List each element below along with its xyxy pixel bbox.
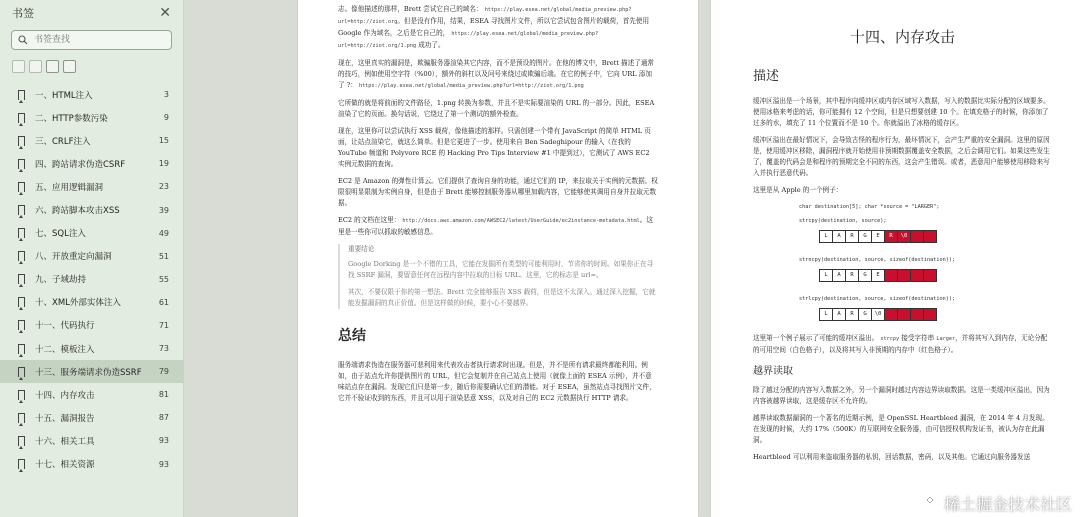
sidebar-item[interactable]: 十、XML外部实体注入 61	[0, 291, 183, 314]
sidebar-item[interactable]: 三、CRLF注入 15	[0, 129, 183, 152]
bookmark-icon	[18, 182, 25, 192]
chapter-title: 十四、内存攻击	[849, 28, 955, 46]
memory-cell: G	[858, 269, 872, 282]
bookmark-icon	[18, 297, 25, 307]
bookmark-list	[0, 83, 183, 476]
bookmark-icon	[18, 320, 25, 330]
figure-caption: strncpy(destination, source, sizeof(destination));	[799, 257, 956, 263]
sidebar-item[interactable]: 二、HTTP参数污染 9	[0, 106, 183, 129]
overflow-cell	[923, 308, 937, 321]
paragraph: 现在，这里真实的漏洞是，欺骗服务器渲染其它内容，而不是预设的图片。在他的博文中，Brett 描述了通常的技巧，例如使用空字符（%00），额外的斜杠以及问号来绕过或欺骗后端。在它的例子中，它向 URL 添加了 ?： https://play.esea.net/global/media_preview.php?url=http://ziot.org/1.png	[338, 59, 655, 89]
overflow-cell	[923, 269, 937, 282]
sidebar-item[interactable]: 六、跨站脚本攻击XSS 39	[0, 198, 183, 221]
memory-cell: E	[871, 269, 885, 282]
bookmark-icon	[18, 413, 25, 423]
figure-caption: strlcpy(destination, source, sizeof(destination));	[799, 296, 956, 302]
paragraph: 这里第一个例子展示了可能的缓冲区溢出。 strcpy 接受字符串 Larger，并将其写入到内存，无论分配的可用空间（白色格子），以及将其写入非预期的内存中（红色格子）。	[753, 334, 1048, 354]
paragraph: EC2 的文档在这里： http://docs.aws.amazon.com/AWSEC2/latest/UserGuide/ec2instance-metadata.html。这里是一些你可以抓取的敏感信息。	[338, 216, 653, 236]
memory-cell: A	[832, 308, 846, 321]
juejin-logo-icon	[920, 496, 940, 512]
paragraph: 缓冲区溢出在最好情况下，会导致古怪的程序行为，最坏情况下，会产生严重的安全漏洞。这里的原因是，使用缓冲区移除，漏洞程序就开始使用非预期数据覆盖安全数据，之后会调用它们。如果这些发生了，覆盖的代码会是和程序的预期完全不同的东西，这会产生错误。或者，恶意用户能够使用移除来写入并执行恶意代码。	[753, 136, 1050, 177]
bookmark-icon	[18, 159, 25, 169]
overflow-cell	[910, 269, 924, 282]
subsection-heading: 越界读取	[753, 366, 793, 377]
overflow-cell	[897, 269, 911, 282]
bookmark-icon	[18, 205, 25, 215]
sidebar-item[interactable]: 一、HTML注入 3	[0, 83, 183, 106]
overflow-cell	[910, 308, 924, 321]
figure-caption: strcpy(destination, source);	[799, 218, 887, 224]
bookmark-icon	[18, 251, 25, 261]
bookmark-icon	[18, 274, 25, 284]
memory-cell: G	[858, 308, 872, 321]
sidebar-item-active[interactable]: 十三、服务端请求伪造SSRF 79	[0, 360, 183, 383]
paragraph: EC2 是 Amazon 的弹性计算云。它们提供了查询自身的功能，通过它们的 IP，来拉取关于实例的元数据。权限很明显限制为实例自身，但是由于 Brett 能够控制服务器从哪里加载内容，它能够使其调用自身并拉取元数据。	[338, 177, 658, 207]
sidebar-item[interactable]: 八、开放重定向漏洞 51	[0, 245, 183, 268]
memory-cell: R	[845, 269, 859, 282]
sidebar-title: 书签	[12, 7, 34, 20]
sidebar-item[interactable]: 十四、内存攻击 81	[0, 383, 183, 406]
document-page-right	[711, 0, 1080, 517]
paragraph: 服务端请求伪造在服务器可悲利用来代表攻击者执行请求时出现。但是，并不是所有请求最终都能利用。例如，由于站点允许你提供图片的 URL，但它会复制并在自己站点上使用（就像上面的 ESEA 示例），并不意味站点存在漏洞。发现它们只是第一步，随后你需要确认它们的潜能。对于 ESEA，虽然站点寻找图片文件，它并不验证收到的东西，并且可以用于渲染恶意 XSS，以及对自己的 EC2 元数据执行 HTTP 请求。	[338, 361, 656, 402]
sidebar-item[interactable]: 七、SQL注入 49	[0, 222, 183, 245]
memory-cell: L	[819, 230, 833, 243]
watermark: 稀土掘金技术社区	[920, 492, 1072, 515]
bookmark-icon	[18, 344, 25, 354]
bookmark-icon	[18, 136, 25, 146]
memory-cell: A	[832, 269, 846, 282]
add-bookmark-icon[interactable]	[46, 60, 59, 73]
sidebar-item[interactable]: 十七、相关资源 93	[0, 453, 183, 476]
code-declaration: char destination[5]; char *source = "LARGER";	[799, 204, 940, 210]
quote-paragraph: Google Dorking 是一个不错的工具，它能在发掘所有类型的可能利用时，节省你的时间。如果你正在寻找 SSRF 漏洞，要留意任何在远程内容中拉取的目标 URL。这里，它的标志是 url=。	[348, 260, 654, 279]
overflow-cell	[884, 269, 898, 282]
paragraph: 志。像他描述的那样，Brett 尝试它自己的域名： https://play.esea.net/global/media_preview.php?url=http://ziot.org。但是没有作用，结果，ESEA 寻找图片文件，所以它尝试包含图片的载荷，首先使用 Google 作为域名，之后是它自己的， https://play.esea.net/global/media_preview.php?url=http://ziot.org/1.png 成功了。	[338, 5, 650, 49]
bookmark-icon	[18, 436, 25, 446]
search-icon	[18, 35, 28, 45]
memory-cell: R	[845, 230, 859, 243]
paragraph: 现在，这里你可以尝试执行 XSS 载荷，像他描述的那样。只需创建一个带有 JavaScript 的简单 HTML 页面，让站点渲染它，就这么简单。但是它更进了一步。使用来自 Ben Sadeghipour 的输入（在我的 YouTube 频道和 Polyvore RCE 的 Hacking Pro Tips Interview #1 中提到过），它测试了 AWS EC2 实例元数据的查询。	[338, 127, 651, 168]
quote-title: 重要结论	[348, 245, 375, 253]
sidebar-item[interactable]: 十一、代码执行 71	[0, 314, 183, 337]
memory-cell: E	[871, 230, 885, 243]
bookmark-icon	[18, 390, 25, 400]
sidebar-item[interactable]: 九、子域劫持 55	[0, 268, 183, 291]
quote-paragraph: 其次，不要仅限于你的第一想法。Brett 完全能够报告 XSS 载荷，但是这不太深入。通过深入挖掘，它就能发掘漏洞的真正价值。但是这样做的时候，要小心不要越界。	[348, 288, 656, 307]
paragraph: 这里是从 Apple 的一个例子：	[753, 186, 843, 194]
paragraph: Heartbleed 可以利用来盗取服务器的私钥，回话数据，密码，以及其他。它通过向服务器发送	[753, 453, 1031, 461]
memory-cell: \0	[871, 308, 885, 321]
overflow-cell	[910, 230, 924, 243]
overflow-cell	[884, 308, 898, 321]
paragraph: 除了越过分配的内容写入数据之外，另一个漏洞时越过内容边界读取数据。这是一类缓冲区溢出，因为内容被越界读取，这是缓存区不允许的。	[753, 386, 1050, 405]
bookmark-icon	[18, 228, 25, 238]
close-icon[interactable]: ✕	[159, 5, 171, 21]
paragraph: 它所做的就是将前面的文件路径，1.png 转换为参数，并且不是实际要渲染的 URL 的一部分。因此，ESEA 渲染了它的页面。换句话说，它绕过了第一个测试的额外检查。	[338, 99, 655, 118]
bookmark-search-input[interactable]	[32, 34, 156, 46]
buffer-overflow-figure	[753, 202, 1052, 321]
overflow-cell	[897, 308, 911, 321]
memory-cell: G	[858, 230, 872, 243]
expand-all-icon[interactable]	[12, 60, 25, 73]
sidebar-item[interactable]: 十六、相关工具 93	[0, 429, 183, 452]
sidebar-item[interactable]: 十二、模板注入 73	[0, 337, 183, 360]
collapse-all-icon[interactable]	[29, 60, 42, 73]
overflow-cell: R	[884, 230, 898, 243]
overflow-cell: \0	[897, 230, 911, 243]
memory-cell: R	[845, 308, 859, 321]
memory-cells	[819, 308, 1052, 321]
memory-cells	[819, 230, 1052, 243]
paragraph: 缓冲区溢出是一个场景，其中程序向缓冲区或内存区域写入数据，写入的数据比实际分配的区域要多。使用冰格来考虑的话，你可能拥有 12 个空间，但是只想要创建 10 个。在填充格子的时候，你添加了过多的水，填充了 11 个位置而不是 10 个。你就溢出了冰格的缓存区。	[753, 97, 1050, 127]
key-takeaway-quote	[338, 244, 658, 309]
bookmark-icon	[18, 90, 25, 100]
paragraph: 越界读取数据漏洞的一个著名的近期示例，是 OpenSSL Heartbleed 漏洞，在 2014 年 4 月发现。在发现的时候，大约 17%（500K）的互联网安全服务器，由可信授权机构发证书，被认为存在此漏洞。	[753, 414, 1049, 444]
memory-cell: A	[832, 230, 846, 243]
sidebar-toolbar	[12, 60, 183, 73]
bookmark-search-box[interactable]	[11, 30, 172, 50]
memory-cells	[819, 269, 1052, 282]
sidebar-item[interactable]: 五、应用逻辑漏洞 23	[0, 175, 183, 198]
section-heading: 描述	[753, 69, 780, 84]
bookmark-icon	[18, 459, 25, 469]
sidebar-item[interactable]: 四、跨站请求伪造CSRF 19	[0, 152, 183, 175]
bookmarks-sidebar	[0, 0, 184, 517]
sidebar-item[interactable]: 十五、漏洞报告 87	[0, 406, 183, 429]
bookmark-icon	[18, 113, 25, 123]
sidebar-header	[0, 0, 183, 26]
section-heading: 总结	[338, 328, 366, 344]
memory-cell: L	[819, 269, 833, 282]
bookmark-options-icon[interactable]	[63, 60, 76, 73]
bookmark-icon	[18, 367, 25, 377]
memory-cell: L	[819, 308, 833, 321]
document-page-left	[298, 0, 698, 517]
overflow-cell	[923, 230, 937, 243]
